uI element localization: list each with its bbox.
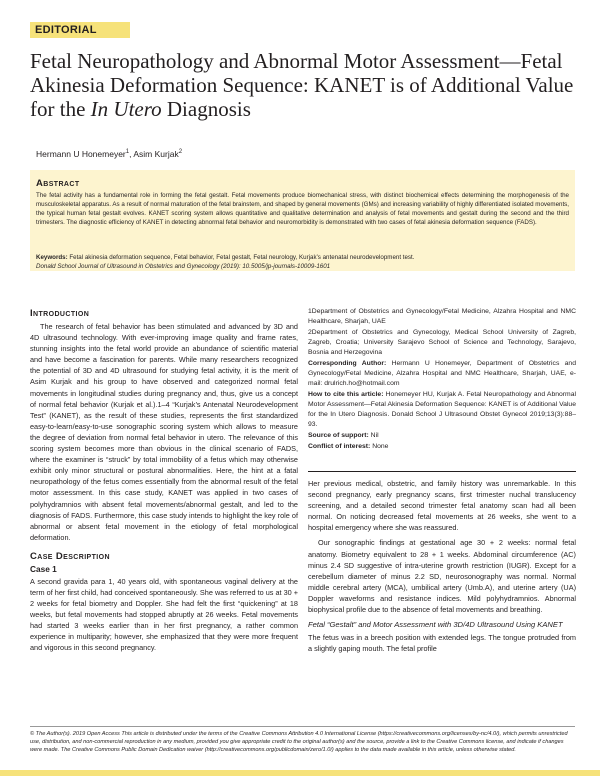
- title-part-1: Fetal Neuropathology and Abnormal Motor Assessment—Fetal Akinesia Deformation Sequence: KANET is of Additional Value for the: [30, 49, 574, 121]
- intro-heading: Introduction: [30, 308, 90, 319]
- keywords-label: Keywords:: [36, 254, 68, 261]
- intro-text: The research of fetal behavior has been stimulated and advanced by 3D and 4D ultrasound technology. With ever-improving image quality and frame rates, stunning insights into the fetal world provide an abundance of scientific material and have become a fascination for parents. While many researchers recognized the potential of 3D and 4D ultrasound for studying fetal activity, it is the merit of Asim Kurjak and his group to have observed and categorized normal fetal movements in longitudinal studies during pregnancy and, thus, give us a concept of normal fetal behavior (Kurjak et al.).1–4 “Kurjak’s Antenatal Neurodevelopment Test” (KANET), as the result of these studies, represents the first standardized easy-to-learn/easy-to-use sonographic scoring system which allows to measure the degree of deviation from normal fetal behavior in utero. The relevance of this scoring system becomes more than obvious in the clinical scenario of FADS, where the examiner is “struck” by total immobility of a fetus which may otherwise exhibit only minor structural or postural abnormalities. Here, the hint at a fatal neuropathology of the fetus comes essentially from the abnormal result of the fetal motor assessment. In this case study, KANET was applied in two cases of polyhydramnios with absent fetal movements/abnormal gestalt, and led to the diagnosis of FADS. Furthermore, this case study intends to highlight the key role of abnormal or absent fetal movement in the etiology of fetal morphological deformation.: [30, 322, 298, 542]
- author-1-affil: 1: [125, 149, 130, 156]
- title-part-2: Diagnosis: [161, 97, 251, 121]
- conflict-of-interest: [308, 442, 576, 452]
- conflict-text: None: [370, 443, 389, 450]
- editorial-badge: EDITORIAL: [30, 22, 130, 38]
- cite-text: Honemeyer HU, Kurjak A. Fetal Neuropathology and Abnormal Motor Assessment—Fetal Akinesia Deformation Sequence: KANET is of Additional Value for the In Utero Diagnosis. Donald School J Ultrasound Obstet Gynecol 2019;13(3):88–93.: [308, 391, 576, 428]
- cite-label: How to cite this article:: [308, 391, 384, 398]
- how-to-cite: [308, 390, 576, 430]
- author-2: Asim Kurjak: [133, 149, 179, 159]
- case-1-heading: Case 1: [30, 563, 57, 574]
- right-para-3: The fetus was in a breech position with extended legs. The tongue protruded from a slightly gaping mouth. The fetal profile: [308, 633, 576, 654]
- corresponding-text: Hermann U Honemeyer, Department of Obstetrics and Gynecology/Fetal Medicine, Alzahra Hospital and NMC Healthcare, Sharjah, UAE, e-mail: drulrich.ho@hotmail.com: [308, 360, 576, 387]
- right-para-1: Her previous medical, obstetric, and family history was unremarkable. In this second pregnancy, early pregnancy scans, first trimester nuchal translucency screening, and a detailed second trimester fetal anatomy scan had all been normal. On noticing decreased fetal movements at 26 weeks, she went to a hospital emergency where she was reassured.: [308, 479, 576, 533]
- affiliation-1: 1Department of Obstetrics and Gynecology/Fetal Medicine, Alzahra Hospital and NMC Healthcare, Sharjah, UAE: [308, 308, 576, 325]
- corresponding-author: [308, 359, 576, 389]
- bottom-accent-bar: [0, 770, 600, 776]
- gestalt-subheading: Fetal “Gestalt” and Motor Assessment with 3D/4D Ultrasound Using KANET: [308, 620, 563, 630]
- footer-divider: [30, 726, 575, 727]
- author-list: [36, 149, 182, 159]
- source-of-support: [308, 431, 576, 441]
- case-heading: Case Description: [30, 550, 110, 562]
- affiliation-divider: [308, 471, 576, 472]
- author-1: Hermann U Honemeyer: [36, 149, 126, 159]
- left-column: [30, 308, 298, 654]
- corresponding-label: Corresponding Author:: [308, 360, 387, 367]
- article-title: [30, 49, 575, 121]
- abstract-box: [30, 170, 575, 271]
- right-column: [308, 478, 576, 654]
- right-para-2: Our sonographic findings at gestational age 30 + 2 weeks: normal fetal anatomy. Biometry equivalent to 28 + 1 weeks. Abdominal circumference (AC) minus 2.4 SD suggestive of intra-uterine growth restriction (IUGR). Except for a cerebellum diameter of minus 2.2 SD, neurosonography was normal. Normal middle cerebral artery (MCA), umbilical artery (Umb.A), and uterine artery (UA) Doppler waveforms and resistance indices. Mild polyhydramnios. Abnormal biophysical profile due to the absence of fetal movements and breathing.: [308, 538, 576, 615]
- keywords-text: Fetal akinesia deformation sequence, Fetal behavior, Fetal gestalt, Fetal neurology, Kurjak’s antenatal neurodevelopment test.: [67, 254, 415, 261]
- abstract-text: The fetal activity has a fundamental role in forming the fetal gestalt. Fetal movements produce biomechanical stress, with distinct biochemical effects determining the morphogenesis of the musculoskeletal apparatus. As a result of normal maturation of the fetal brainstem, and shaped by general movements (GMs) and increasing variability of highly differentiated isolated movements, the typical human fetal gestalt evolves. KANET scoring system allows quantitative and qualitative determination and analysis of fetal movements and gestalt during the second and the third trimesters. The diagnostic efficiency of KANET in detecting abnormal fetal behavior and neuromorbidity is demonstrated with two cases of fetal akinesia deformation sequence (FADS).: [36, 192, 569, 226]
- journal-citation: Donald School Journal of Ultrasound in Obstetrics and Gynecology (2019): 10.5005/jp-journals-10009-1601: [36, 263, 331, 270]
- abstract-heading: Abstract: [36, 178, 80, 189]
- affiliation-2: 2Department of Obstetrics and Gynecology, Medical School University of Zagreb, Zagreb, Croatia; University Sarajevo School of Science and Technology, Sarajevo, Bosnia and Herzegovina: [308, 329, 576, 356]
- support-text: Nil: [368, 432, 379, 439]
- author-separator: ,: [129, 149, 134, 159]
- author-2-affil: 2: [178, 149, 183, 156]
- title-italic: In Utero: [90, 97, 162, 121]
- conflict-label: Conflict of interest:: [308, 443, 371, 450]
- affiliation-block: [308, 307, 576, 453]
- case-1-text: A second gravida para 1, 40 years old, with spontaneous vaginal delivery at the term of her first child, had conceived spontaneously. She was referred to us at 30 + 2 weeks for fetal biometry and Doppler. She had felt the first “quickening” at 18 weeks, but fetal movements had stopped abruptly at 26 weeks. Fetal movements had started 3 weeks earlier than in her first pregnancy, a rather common experience in multiparity; however, she emphasized that they were more frequent and vigorous in this second pregnancy.: [30, 576, 298, 653]
- keywords: [36, 254, 569, 263]
- license-footer: © The Author(s). 2019 Open Access This article is distributed under the terms of the Creative Commons Attribution 4.0 International License (https://creativecommons.org/licenses/by-nc/4.0/), which permits unrestricted use, distribution, and non-commercial reproduction in any medium, provided you give appropriate credit to the original author(s) and the source, provide a link to the Creative Commons license, and indicate if changes were made. The Creative Commons Public Domain Dedication waiver (http://creativecommons.org/publicdomain/zero/1.0/) applies to the data made available in this article, unless otherwise stated.: [30, 731, 568, 754]
- support-label: Source of support:: [308, 432, 369, 439]
